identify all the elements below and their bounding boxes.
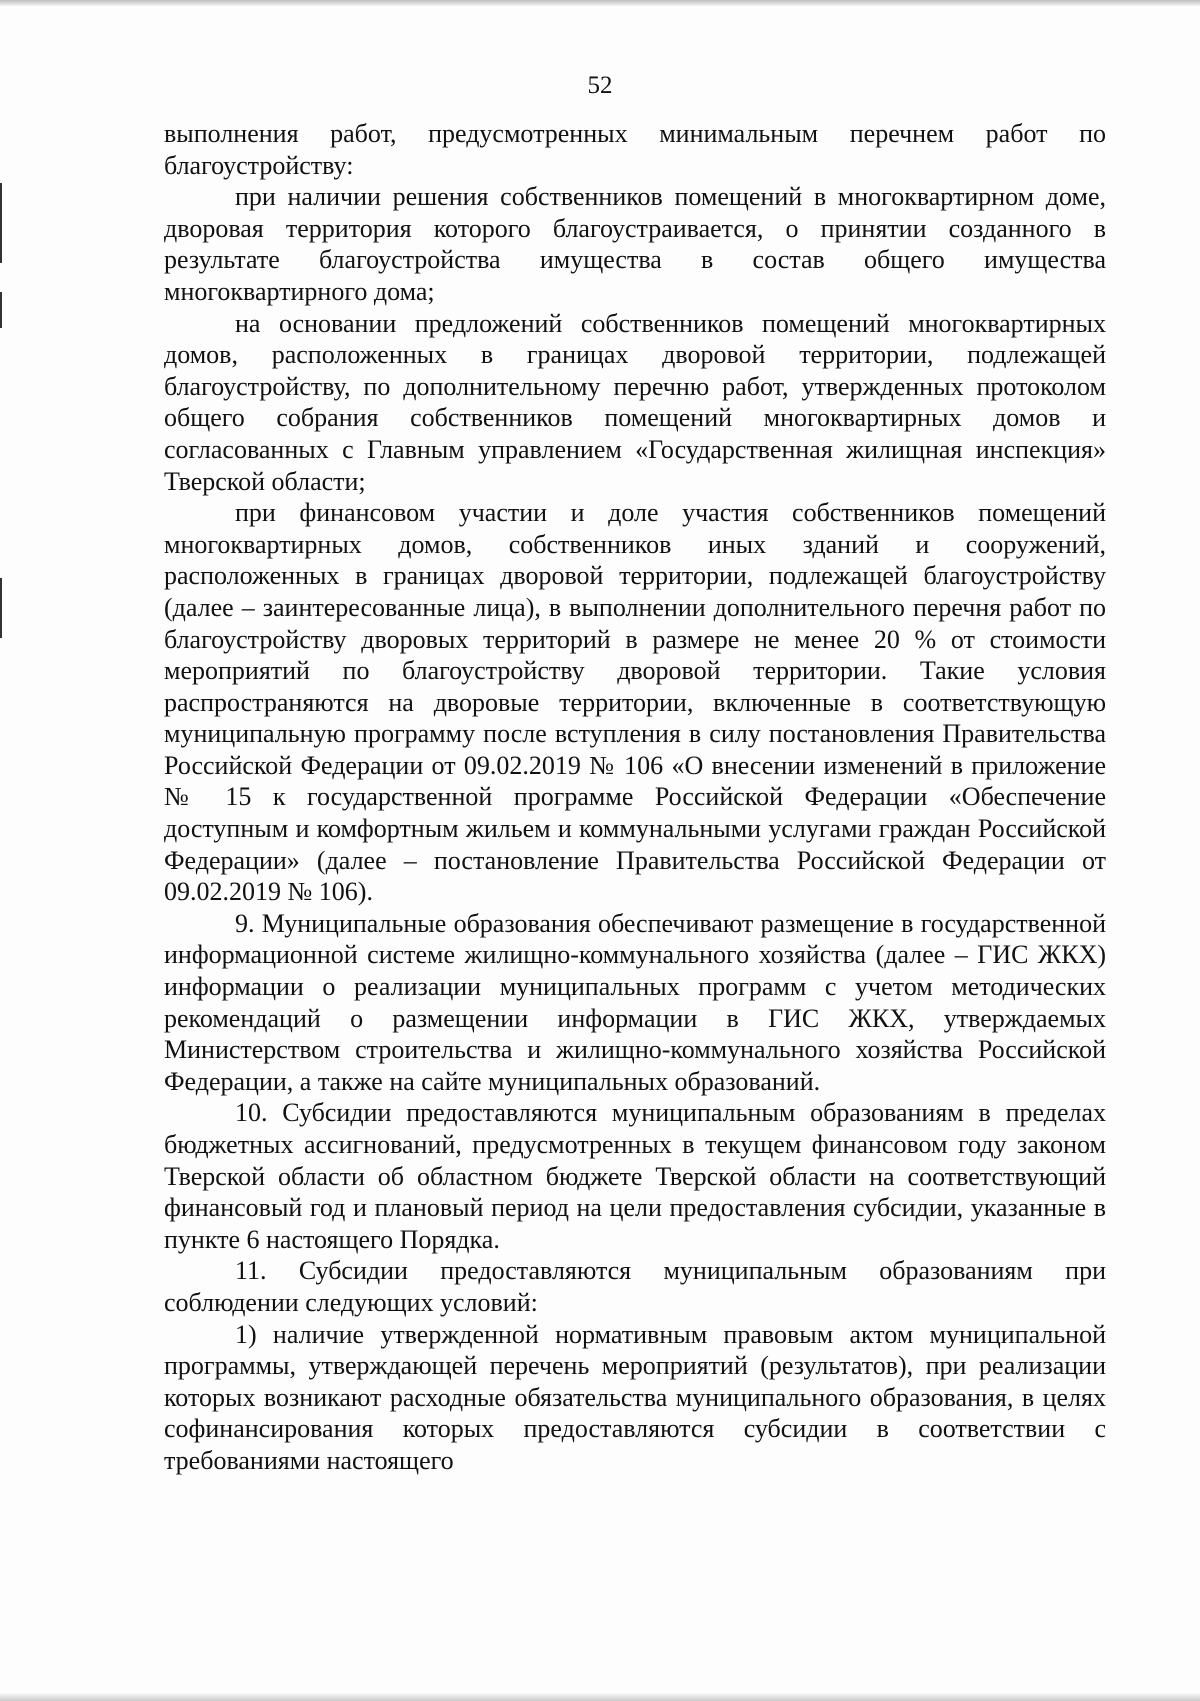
- page-number: 52: [587, 72, 613, 99]
- paragraph: 1) наличие утвержденной нормативным правовым актом муниципальной программы, утверждающей перечень мероприятий (результатов), при реализации которых возникают расходные обязательства муниципального образования, в целях софинансирования которых предоставляются субсидии в соответствии с требованиями настоящего: [164, 1319, 1106, 1475]
- scan-margin-mark: [0, 578, 2, 638]
- scan-margin-mark: [0, 183, 2, 263]
- scan-edge-top: [0, 0, 1200, 6]
- paragraph: 11. Субсидии предоставляются муниципальным образованиям при соблюдении следующих условий:: [164, 1256, 1106, 1317]
- paragraph: выполнения работ, предусмотренных минимальным перечнем работ по благоустройству:: [164, 119, 1106, 180]
- paragraph: при наличии решения собственников помещений в многоквартирном доме, дворовая территория которого благоустраивается, о принятии созданного в результате благоустройства имущества в состав общего имущества многоквартирного дома;: [164, 182, 1106, 306]
- paragraph: на основании предложений собственников помещений многоквартирных домов, расположенных в границах дворовой территории, подлежащей благоустройству, по дополнительному перечню работ, утвержденных протоколом общего собрания собственников помещений многоквартирных домов и согласованных с Главным управлением «Государственная жилищная инспекция» Тверской области;: [164, 308, 1106, 496]
- paragraph: 10. Субсидии предоставляются муниципальным образованиям в пределах бюджетных ассигнований, предусмотренных в текущем финансовом году законом Тверской области об областном бюджете Тверской области на соответствующий финансовый год и плановый период на цели предоставления субсидии, указанные в пункте 6 настоящего Порядка.: [164, 1098, 1106, 1254]
- scan-edge-bottom: [0, 1693, 1200, 1701]
- paragraph: при финансовом участии и доле участия собственников помещений многоквартирных домов, собственников иных зданий и сооружений, расположенных в границах дворовой территории, подлежащей благоустройству (далее – заинтересованные лица), в выполнении дополнительного перечня работ по благоустройству дворовых территорий в размере не менее 20 % от стоимости мероприятий по благоустройству дворовой территории. Такие условия распространяются на дворовые территории, включенные в соответствующую муниципальную программу после вступления в силу постановления Правительства Российской Федерации от 09.02.2019 № 106 «О внесении изменений в приложение № 15 к государственной программе Российской Федерации «Обеспечение доступным и комфортным жильем и коммунальными услугами граждан Российской Федерации» (далее – постановление Правительства Российской Федерации от 09.02.2019 № 106).: [164, 498, 1106, 907]
- document-body: [164, 118, 1106, 1477]
- scan-margin-mark: [0, 292, 2, 328]
- paragraph: 9. Муниципальные образования обеспечивают размещение в государственной информационной системе жилищно-коммунального хозяйства (далее – ГИС ЖКХ) информации о реализации муниципальных программ с учетом методических рекомендаций о размещении информации в ГИС ЖКХ, утверждаемых Министерством строительства и жилищно-коммунального хозяйства Российской Федерации, а также на сайте муниципальных образований.: [164, 908, 1106, 1096]
